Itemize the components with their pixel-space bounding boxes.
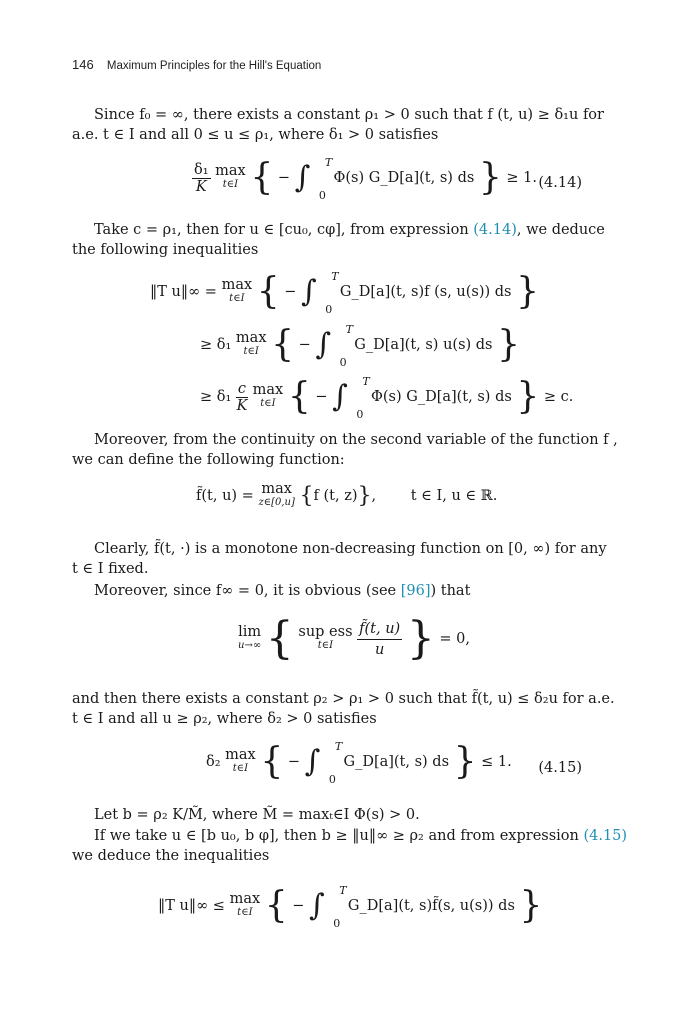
equation-4-15: δ₂ max t∈I { − ∫ T 0 G_D[a](t, s) ds } ≤ 1. <box>206 740 512 786</box>
ineq-line-2: ≥ δ₁ max t∈I { − ∫ T 0 G_D[a](t, s) u(s) ds } <box>200 323 521 369</box>
paragraph-4 <box>72 539 607 579</box>
ineq-line-3: ≥ δ₁ $\frac{c}{K}$ max t∈I { − ∫ T 0 Φ(s) G_D[a](t, s) ds } ≥ c. <box>200 375 574 421</box>
paragraph-2 <box>72 220 605 260</box>
p8-line-1: If we take u ∈ [b u₀, b φ], then b ≥ ‖u‖∞ ≥ ρ₂ and from expression (4.15) <box>94 828 628 844</box>
ref-eq-4-15[interactable]: (4.15) <box>583 828 628 844</box>
paragraph-6 <box>72 689 615 729</box>
p6-line-1: and then there exists a constant ρ₂ > ρ₁ > 0 such that f̃(t, u) ≤ δ₂u for a.e. <box>72 691 615 707</box>
integral-sign: ∫ <box>301 274 317 309</box>
integral-sign: ∫ <box>294 160 311 195</box>
ref-eq-4-14[interactable]: (4.14) <box>473 222 517 238</box>
p8-line-2: we deduce the inequalities <box>72 848 270 864</box>
fraction-delta1-over-K: $\frac{\text{δ₁}}{K}$ <box>194 161 209 195</box>
ineq-line-1: ‖T u‖∞ = max t∈I { − ∫ T 0 G_D[a](t, s)f (s, u(s)) ds } <box>150 270 540 316</box>
p4-line-2: t ∈ I fixed. <box>72 561 149 577</box>
paragraph-1 <box>72 105 604 145</box>
paragraph-8 <box>72 826 628 866</box>
limit-expression: lim u→∞ { sup ess t∈I $\frac{f̃(t, u)}{u}$ } = 0, <box>238 613 471 664</box>
integral-sign: ∫ <box>309 888 325 923</box>
p3-line-1: Moreover, from the continuity on the second variable of the function f , <box>94 432 618 448</box>
equation-label-4-15: (4.15) <box>538 760 582 776</box>
paragraph-7: Let b = ρ₂ K/M̃, where M̃ = maxₜ∈I Φ(s) > 0. <box>94 807 420 823</box>
ftilde-definition: f̃(t, u) = max z∈[0,u] {f (t, z)}, t ∈ I, u ∈ ℝ. <box>196 481 498 509</box>
p2-line-1: Take c = ρ₁, then for u ∈ [cu₀, cφ], from expression (4.14), we deduce <box>94 222 605 238</box>
p2-line-2: the following inequalities <box>72 242 259 258</box>
paragraph-5: Moreover, since f∞ = 0, it is obvious (see [96]) that <box>94 583 471 599</box>
p4-line-1: Clearly, f̃(t, ·) is a monotone non-decreasing function on [0, ∞) for any <box>94 541 607 557</box>
running-title: Maximum Principles for the Hill's Equation <box>106 60 322 72</box>
max-operator: max t∈I <box>215 163 246 190</box>
integral-sign: ∫ <box>332 379 348 414</box>
p1-line-1: Since f₀ = ∞, there exists a constant ρ₁ > 0 such that f (t, u) ≥ δ₁u for <box>94 107 604 123</box>
paragraph-3 <box>72 430 618 470</box>
ref-96[interactable]: [96] <box>400 583 431 599</box>
equation-label-4-14: (4.14) <box>538 175 582 191</box>
integral-sign: ∫ <box>315 327 332 362</box>
p1-line-2: a.e. t ∈ I and all 0 ≤ u ≤ ρ₁, where δ₁ > 0 satisfies <box>72 127 439 143</box>
p6-line-2: t ∈ I and all u ≥ ρ₂, where δ₂ > 0 satisfies <box>72 711 377 727</box>
page-number: 146 <box>72 57 94 72</box>
final-inequality: ‖T u‖∞ ≤ max t∈I { − ∫ T 0 G_D[a](t, s)f̃(s, u(s)) ds } <box>158 884 543 930</box>
integral-sign: ∫ <box>304 744 321 779</box>
p3-line-2: we can define the following function: <box>72 452 345 468</box>
running-header <box>72 57 321 72</box>
equation-4-14: $\frac{\text{δ₁}}{K}$ max t∈I { − ∫ T 0 Φ(s) G_D[a](t, s) ds } ≥ 1. <box>194 156 538 202</box>
